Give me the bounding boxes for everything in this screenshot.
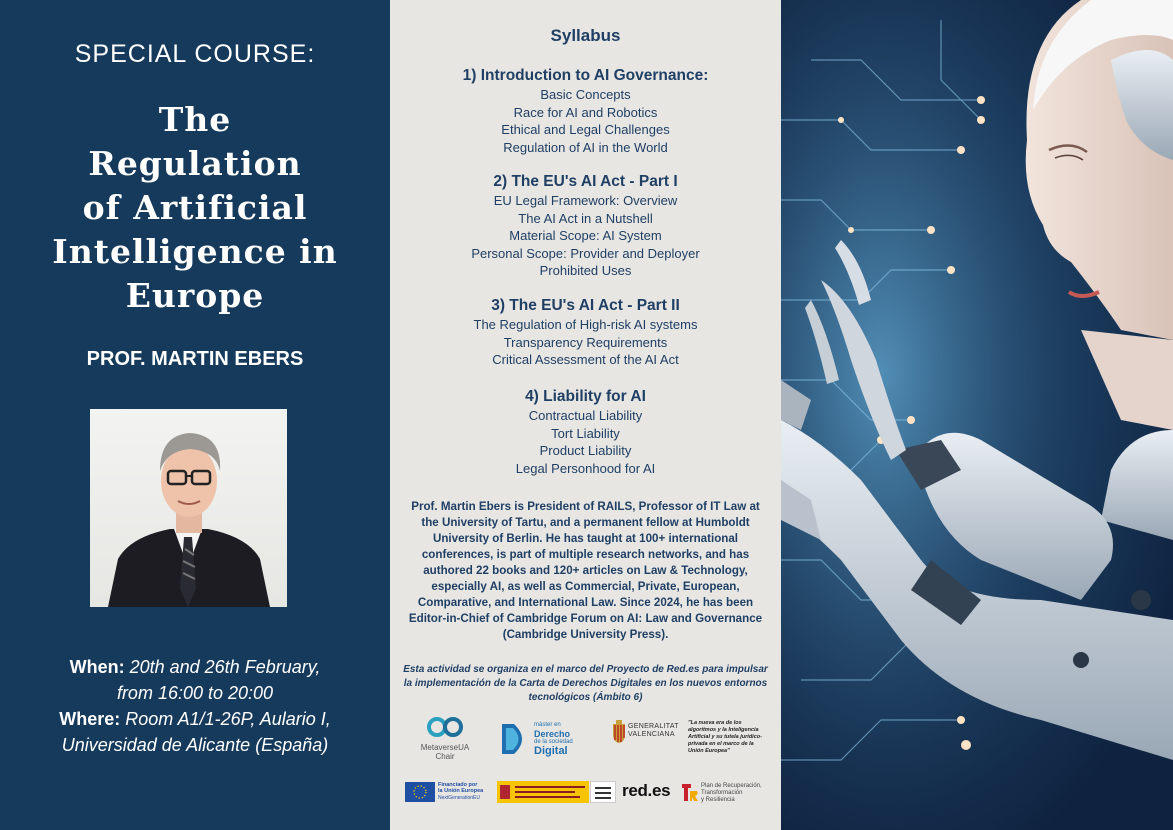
master-icon (500, 722, 532, 756)
where-label: Where: (59, 709, 121, 729)
section-item: The Regulation of High-risk AI systems (473, 317, 698, 332)
metaverse-text: Chair (435, 752, 455, 761)
when-label: When: (69, 657, 125, 677)
left-panel (0, 0, 390, 830)
project-quote: "La nueva era de los algoritmos y la Inteligencia Artificial y su tutela jurídico-privada en el marco de la Unión Europea" (688, 720, 762, 754)
eu-text: la Unión Europea (438, 788, 484, 794)
professor-photo (90, 409, 287, 607)
coat-of-arms-icon (612, 720, 626, 744)
professor-bio: Prof. Martin Ebers is President of RAILS, Professor of IT Law at the University of Tartu, and a permanent fellow at Humboldt University of Berlin. He has taught at 100+ international conferences, is part of multiple research networks, and has authored 22 books and 120+ articles on Law & Technology, especially AI, as well as Commercial, Private, European, Comparative, and International Law. Since 2024, he has been Editor-in-Chief of Cambridge Forum on AI: Law and Governance (Cambridge University Press). (408, 500, 763, 641)
title-line: The (158, 100, 232, 139)
section-item: Regulation of AI in the World (503, 139, 668, 155)
syllabus-section (390, 387, 781, 477)
syllabus-title: Syllabus (550, 26, 621, 45)
prtr-icon (681, 782, 699, 802)
metaverse-text: MetaverseUA (420, 743, 470, 752)
master-text: màster en (534, 722, 561, 728)
master-derecho-logo (500, 722, 590, 762)
master-text: Derecho (534, 729, 571, 739)
prtr-text: y Resiliencia (701, 797, 735, 803)
android-image (781, 0, 1173, 830)
prtr-logo (681, 782, 771, 804)
section-item: Legal Personhood for AI (515, 460, 656, 476)
title-line: Regulation (88, 144, 302, 183)
section-item: EU Legal Framework: Overview (493, 193, 678, 208)
prtr-text: Transformación (701, 790, 743, 796)
title-line: Europe (125, 276, 265, 315)
eu-text: NextGenerationEU (438, 795, 480, 801)
syllabus-section (390, 296, 781, 369)
course-title (0, 98, 390, 318)
section-item: Product Liability (539, 443, 632, 458)
metaverseua-logo (416, 716, 474, 761)
section-item: Personal Scope: Provider and Deployer (471, 245, 700, 261)
where-value: Room A1/1-26P, Aulario I, (125, 709, 331, 729)
master-text: de la sociedad (534, 739, 573, 745)
section-item: The AI Act in a Nutshell (518, 210, 653, 226)
prtr-text: Plan de Recuperación, (701, 783, 762, 789)
syllabus-section (390, 172, 781, 280)
section-item: Basic Concepts (540, 87, 631, 102)
secondary-badge (590, 781, 616, 803)
master-text: Digital (534, 745, 568, 757)
eu-flag-icon (405, 782, 435, 802)
section-item: Contractual Liability (528, 408, 643, 423)
section-heading: 2) The EU's AI Act - Part I (493, 173, 678, 190)
eu-text: Financiado por (438, 782, 478, 788)
section-heading: 3) The EU's AI Act - Part II (491, 297, 680, 314)
course-kicker: SPECIAL COURSE: (74, 40, 316, 68)
section-heading: 1) Introduction to AI Governance: (462, 67, 709, 84)
section-item: Critical Assessment of the AI Act (492, 352, 679, 367)
partner-logos-row (390, 716, 781, 766)
section-item: Tort Liability (551, 425, 620, 441)
section-item: Prohibited Uses (539, 263, 632, 278)
generalitat-logo (612, 720, 682, 760)
title-line: Intelligence in (52, 232, 338, 271)
when-value-time: from 16:00 to 20:00 (116, 683, 274, 703)
syllabus-section (390, 66, 781, 156)
section-heading: 4) Liability for AI (525, 388, 646, 405)
when-value: 20th and 26th February, (129, 657, 321, 677)
event-info (0, 654, 390, 758)
robot-illustration (781, 0, 1173, 830)
spanish-government-logo (497, 781, 589, 803)
eu-funding-logo (405, 782, 493, 804)
section-item: Race for AI and Robotics (513, 104, 658, 120)
section-item: Transparency Requirements (503, 334, 668, 350)
section-item: Material Scope: AI System (509, 228, 662, 243)
funding-logos-row (390, 780, 781, 806)
redes-logo: red.es (622, 781, 671, 800)
title-line: of Artificial (82, 188, 308, 227)
professor-name: PROF. MARTIN EBERS (86, 348, 304, 370)
funding-note: Esta actividad se organiza en el marco del Proyecto de Red.es para impulsar la implementación de la Carta de Derechos Digitales en los nuevos entornos tecnológicos (Ámbito 6) (403, 664, 768, 703)
section-item: Ethical and Legal Challenges (501, 122, 670, 137)
gva-text: GENERALITAT (628, 723, 679, 730)
gva-text: VALENCIANA (628, 731, 675, 738)
syllabus-panel (390, 0, 781, 830)
metaverse-icon (427, 716, 463, 738)
where-value-place: Universidad de Alicante (España) (61, 735, 329, 755)
